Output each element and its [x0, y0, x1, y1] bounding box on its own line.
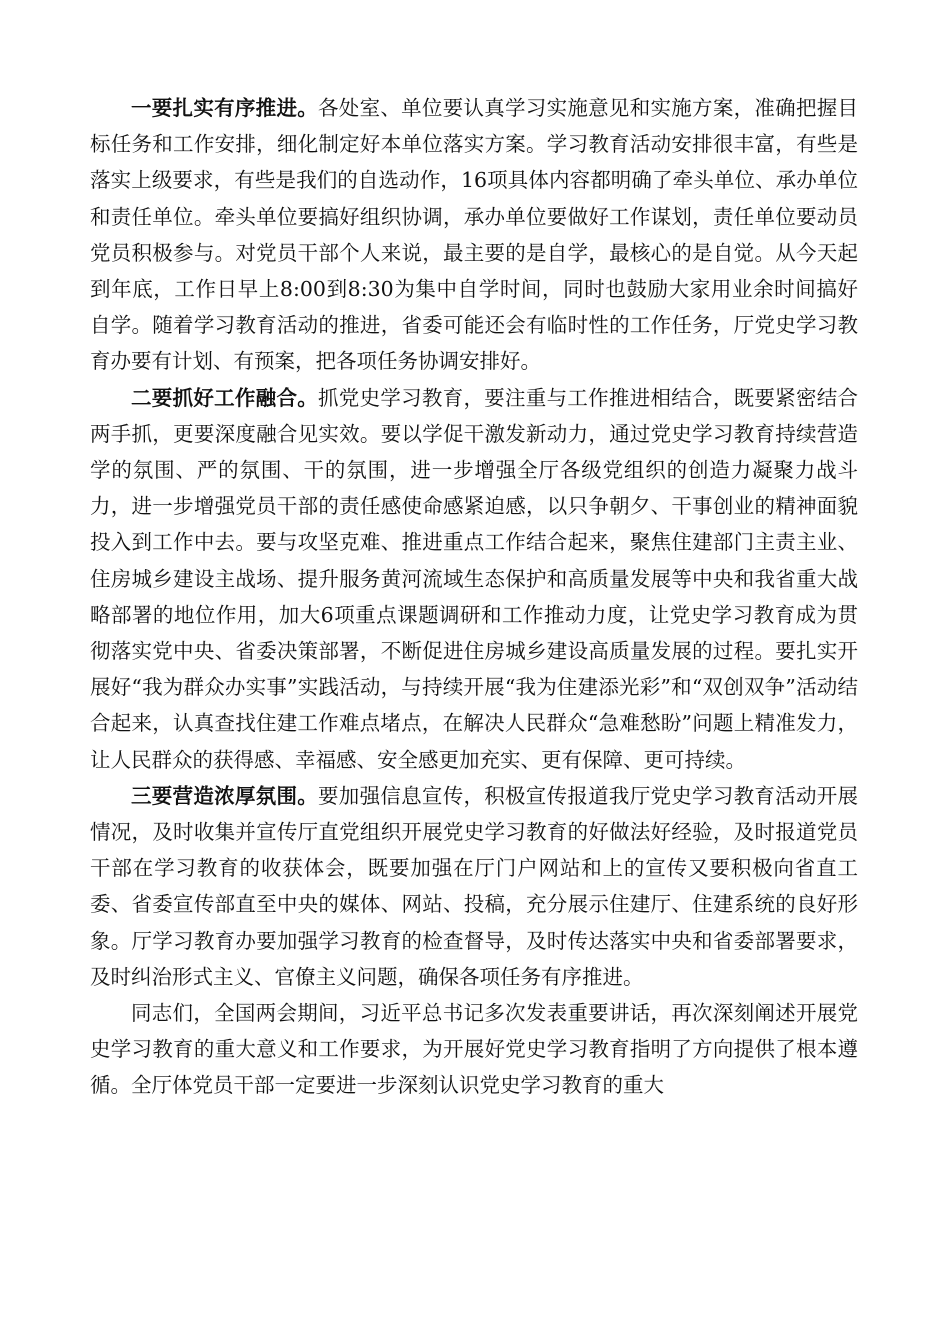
- paragraph-text: 抓党史学习教育，要注重与工作推进相结合，既要紧密结合两手抓，更要深度融合见实效。要以学促干激发新动力，通过党史学习教育持续营造学的氛围、严的氛围、干的氛围，进一步增强全厅各级党组织的创造力凝聚力战斗力，进一步增强党员干部的责任感使命感紧迫感，以只争朝夕、干事创业的精神面貌投入到工作中去。要与攻坚克难、推进重点工作结合起来，聚焦住建部门主责主业、住房城乡建设主战场、提升服务黄河流域生态保护和高质量发展等中央和我省重大战略部署的地位作用，加大6项重点课题调研和工作推动力度，让党史学习教育成为贯彻落实党中央、省委决策部署，不断促进住房城乡建设高质量发展的过程。要扎实开展好“我为群众办实事”实践活动，与持续开展“我为住建添光彩”和“双创双争”活动结合起来，认真查找住建工作难点堵点，在解决人民群众“急难愁盼”问题上精准发力，让人民群众的获得感、幸福感、安全感更加充实、更有保障、更可持续。: [90, 385, 858, 772]
- paragraph-1: [90, 90, 858, 380]
- paragraph-heading: 三要营造浓厚氛围。: [131, 783, 319, 808]
- paragraph-2: [90, 380, 858, 778]
- paragraph-heading: 二要抓好工作融合。: [131, 385, 319, 410]
- document-body: [90, 90, 858, 1104]
- paragraph-text: 同志们，全国两会期间，习近平总书记多次发表重要讲话，再次深刻阐述开展党史学习教育的重大意义和工作要求，为开展好党史学习教育指明了方向提供了根本遵循。全厅体党员干部一定要进一步深刻认识党史学习教育的重大: [90, 1001, 858, 1098]
- paragraph-text: 各处室、单位要认真学习实施意见和实施方案，准确把握目标任务和工作安排，细化制定好本单位落实方案。学习教育活动安排很丰富，有些是落实上级要求，有些是我们的自选动作，16项具体内容都明确了牵头单位、承办单位和责任单位。牵头单位要搞好组织协调，承办单位要做好工作谋划，责任单位要动员党员积极参与。对党员干部个人来说，最主要的是自学，最核心的是自觉。从今天起到年底，工作日早上8:00到8:30为集中自学时间，同时也鼓励大家用业余时间搞好自学。随着学习教育活动的推进，省委可能还会有临时性的工作任务，厅党史学习教育办要有计划、有预案，把各项任务协调安排好。: [90, 96, 858, 374]
- paragraph-text: 要加强信息宣传，积极宣传报道我厅党史学习教育活动开展情况，及时收集并宣传厅直党组织开展党史学习教育的好做法好经验，及时报道党员干部在学习教育的收获体会，既要加强在厅门户网站和上的宣传又要积极向省直工委、省委宣传部直至中央的媒体、网站、投稿，充分展示住建厅、住建系统的良好形象。厅学习教育办要加强学习教育的检查督导，及时传达落实中央和省委部署要求，及时纠治形式主义、官僚主义问题，确保各项任务有序推进。: [90, 783, 858, 989]
- paragraph-3: [90, 778, 858, 995]
- paragraph-heading: 一要扎实有序推进。: [131, 96, 319, 120]
- paragraph-4: [90, 995, 858, 1104]
